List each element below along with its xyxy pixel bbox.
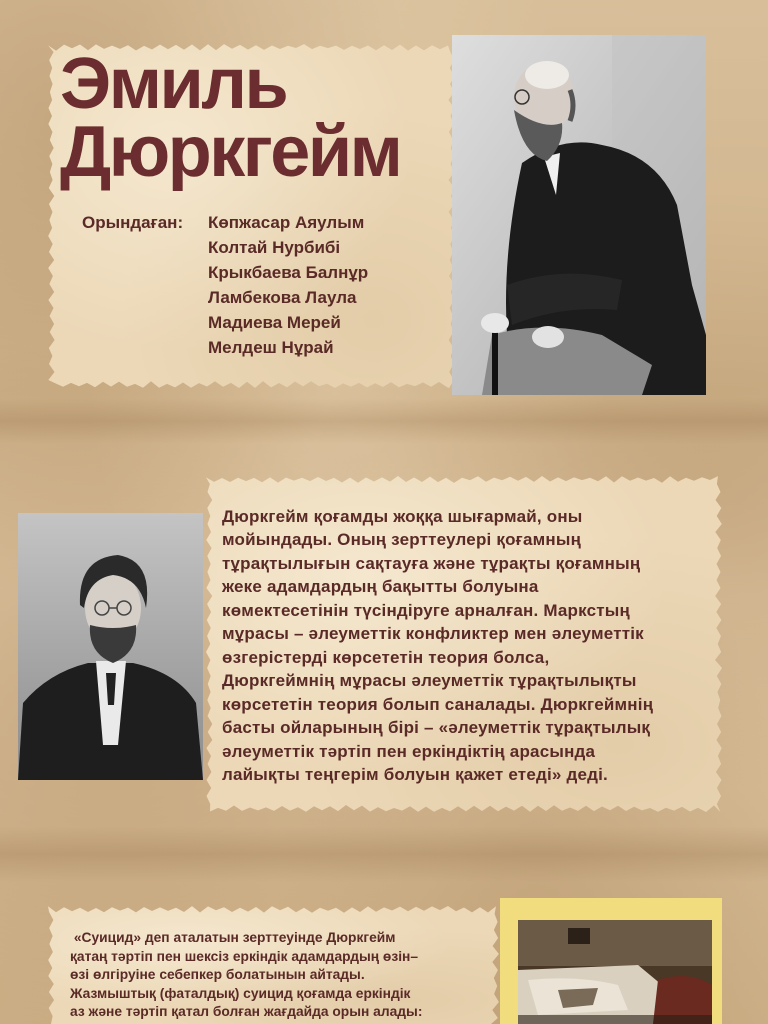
paragraph-line: өзі өлгіруіне себепкер болатынын айтады. [70,967,365,982]
paragraph-line: Дюркгеймнің мұрасы әлеуметтік тұрақтылықты [222,671,637,691]
paragraph-line: өзгерістерді көрсететін теория болса, [222,647,550,667]
title-line-2: Дюркгейм [60,112,401,192]
durkheim-seated-photo-image [452,35,706,395]
durkheim-portrait-photo-image [18,513,203,780]
paragraph-line: қатаң тәртіп пен шексіз еркіндік адамдардың өзін– [70,948,419,964]
paragraph-line: Жазмыштық (фаталдық) суицид қоғамда еркіндік [70,985,411,1001]
main-paragraph [222,505,653,786]
painting-frame [500,898,722,1024]
paragraph-line: мойындады. Оның зерттеулері қоғамның [222,530,582,550]
page-title [60,44,401,192]
background-band-bottom [0,826,768,882]
suicide-painting [518,920,712,1024]
paragraph-line: тұрақтылығын сақтауға және тұрақты қоғамның [222,553,641,573]
author-name: Крыкбаева Балнұр [208,263,369,282]
paragraph-line: көмектесетінін түсіндіруге арналған. Маркстың [222,600,630,620]
durkheim-seated-photo [452,35,706,395]
author-name: Колтай Нурбибі [208,238,341,257]
paragraph-line: Дюркгейм қоғамды жоққа шығармай, оны [222,507,583,526]
paragraph-line: лайықты теңгерім болуын қажет етеді» деді. [222,764,608,784]
paragraph-line: аз және тәртіп қатал болған жағдайда орын алады: [70,1004,423,1019]
paragraph-line: жеке адамдардың бақытты болуына [222,577,539,597]
suicide-paragraph [70,929,422,1022]
authors-block [82,210,368,360]
author-name: Мелдеш Нұрай [208,338,334,357]
author-name: Мадиева Мерей [208,313,341,332]
paragraph-line: басты ойларының бірі – «әлеуметтік тұрақтылық [222,718,651,738]
title-line-1: Эмиль [60,44,287,124]
authors-names [208,210,368,360]
durkheim-portrait-photo [18,513,203,780]
authors-label: Орындаған: [82,213,184,232]
author-name: Ламбекова Лаула [208,288,357,307]
paragraph-line: көрсететін теория болып саналады. Дюркгеймнің [222,694,654,714]
author-name: Көпжасар Аяулым [208,213,365,232]
paragraph-line: әлеуметтік тәртіп пен еркіндіктің арасында [222,741,596,761]
paragraph-line: «Суицид» деп аталатын зерттеуінде Дюркгейм [70,930,396,945]
paragraph-line: мұрасы – әлеуметтік конфликтер мен әлеуметтік [222,624,644,644]
background-band-top [0,398,768,444]
